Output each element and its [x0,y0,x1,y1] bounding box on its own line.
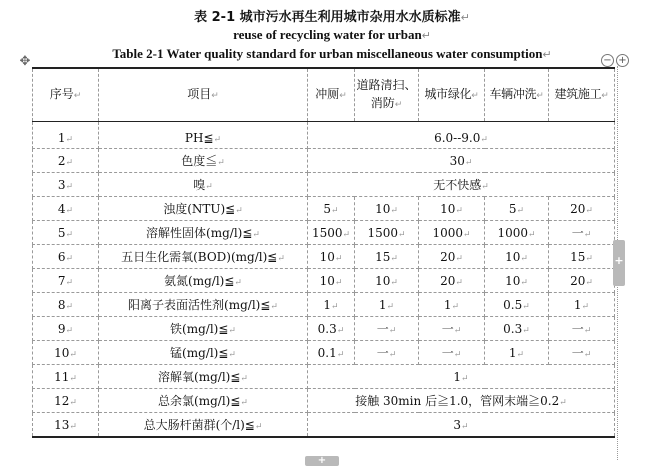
header-no: 序号↵ [33,68,99,122]
row-item: 色度≦↵ [99,149,308,173]
row-value: 10↵ [355,197,419,221]
water-quality-table [32,67,615,438]
row-value: 1000↵ [485,221,549,245]
row-value: 一↵ [419,341,485,365]
caption-english-line2: Table 2-1 Water quality standard for urban miscellaneous water consumption↵ [112,46,552,61]
header-toilet: 冲厕↵ [308,68,355,122]
table-row [33,365,615,389]
row-value: 15↵ [549,245,615,269]
row-value: 一↵ [549,317,615,341]
row-item: 五日生化需氧(BOD)(mg/l)≦↵ [99,245,308,269]
row-value: 10↵ [308,269,355,293]
row-number: 6↵ [33,245,99,269]
row-item: 浊度(NTU)≦↵ [99,197,308,221]
caption-chinese: 表 2-1 城市污水再生利用城市杂用水水质标准↵ [194,10,470,25]
row-item: 溶解性固体(mg/l)≦↵ [99,221,308,245]
row-number: 11↵ [33,365,99,389]
row-value: 10↵ [308,245,355,269]
table-move-handle-icon[interactable]: ✥ [19,54,31,69]
table-row [33,413,615,438]
row-number: 12↵ [33,389,99,413]
table-header-row [33,68,615,122]
row-value: 20↵ [549,269,615,293]
row-value: 1500↵ [308,221,355,245]
row-number: 3↵ [33,173,99,197]
row-item: 总余氯(mg/l)≦↵ [99,389,308,413]
header-vehicle-wash: 车辆冲洗↵ [485,68,549,122]
row-number: 2↵ [33,149,99,173]
row-item: 嗅↵ [99,173,308,197]
row-number: 5↵ [33,221,99,245]
header-road-cleaning: 道路清扫、消防↵ [355,68,419,122]
row-value: 10↵ [419,197,485,221]
row-value: 20↵ [419,245,485,269]
row-value-all: 接触 30min 后≧1.0，管网末端≧0.2↵ [308,389,615,413]
table-row [33,341,615,365]
row-value-all: 无不快感↵ [308,173,615,197]
row-value: 15↵ [355,245,419,269]
row-item: 总大肠杆菌群(个/l)≦↵ [99,413,308,438]
row-value: 0.1↵ [308,341,355,365]
row-item: 氨氮(mg/l)≦↵ [99,269,308,293]
table-row [33,389,615,413]
header-greening: 城市绿化↵ [419,68,485,122]
insert-bottom-row-tab[interactable]: + [305,456,339,466]
header-construction: 建筑施工↵ [549,68,615,122]
row-value: 10↵ [485,245,549,269]
row-item: 锰(mg/l)≦↵ [99,341,308,365]
insert-row-tab[interactable]: + [613,240,625,286]
add-column-icon[interactable]: + [616,54,629,67]
row-number: 8↵ [33,293,99,317]
row-value: 1500↵ [355,221,419,245]
row-value: 一↵ [419,317,485,341]
row-value: 0.3↵ [485,317,549,341]
row-value: 一↵ [355,341,419,365]
table-row [33,197,615,221]
header-item: 项目↵ [99,68,308,122]
row-value: 10↵ [355,269,419,293]
row-number: 7↵ [33,269,99,293]
row-item: 铁(mg/l)≦↵ [99,317,308,341]
row-value: 20↵ [549,197,615,221]
table-row [33,317,615,341]
row-value: 10↵ [485,269,549,293]
row-value: 5↵ [485,197,549,221]
row-value: 一↵ [549,221,615,245]
row-value-all: 6.0--9.0↵ [308,122,615,149]
row-value: 1↵ [419,293,485,317]
row-value: 一↵ [355,317,419,341]
table-row [33,269,615,293]
remove-column-icon[interactable]: − [601,54,614,67]
row-item: PH≦↵ [99,122,308,149]
row-value-all: 3↵ [308,413,615,438]
row-value: 5↵ [308,197,355,221]
row-value: 0.5↵ [485,293,549,317]
table-row [33,293,615,317]
row-value: 0.3↵ [308,317,355,341]
caption-english-line1: reuse of recycling water for urban↵ [233,27,431,42]
row-value: 20↵ [419,269,485,293]
row-value-all: 30↵ [308,149,615,173]
table-row [33,221,615,245]
row-item: 溶解氧(mg/l)≦↵ [99,365,308,389]
row-number: 1↵ [33,122,99,149]
table-row [33,173,615,197]
row-value: 1000↵ [419,221,485,245]
table-row [33,245,615,269]
row-value: 1↵ [308,293,355,317]
row-value-all: 1↵ [308,365,615,389]
table-row [33,149,615,173]
row-value: 1↵ [485,341,549,365]
row-number: 9↵ [33,317,99,341]
table-row [33,122,615,149]
row-value: 一↵ [549,341,615,365]
row-number: 10↵ [33,341,99,365]
row-number: 13↵ [33,413,99,438]
row-item: 阳离子表面活性剂(mg/l)≦↵ [99,293,308,317]
row-number: 4↵ [33,197,99,221]
row-value: 1↵ [549,293,615,317]
row-value: 1↵ [355,293,419,317]
